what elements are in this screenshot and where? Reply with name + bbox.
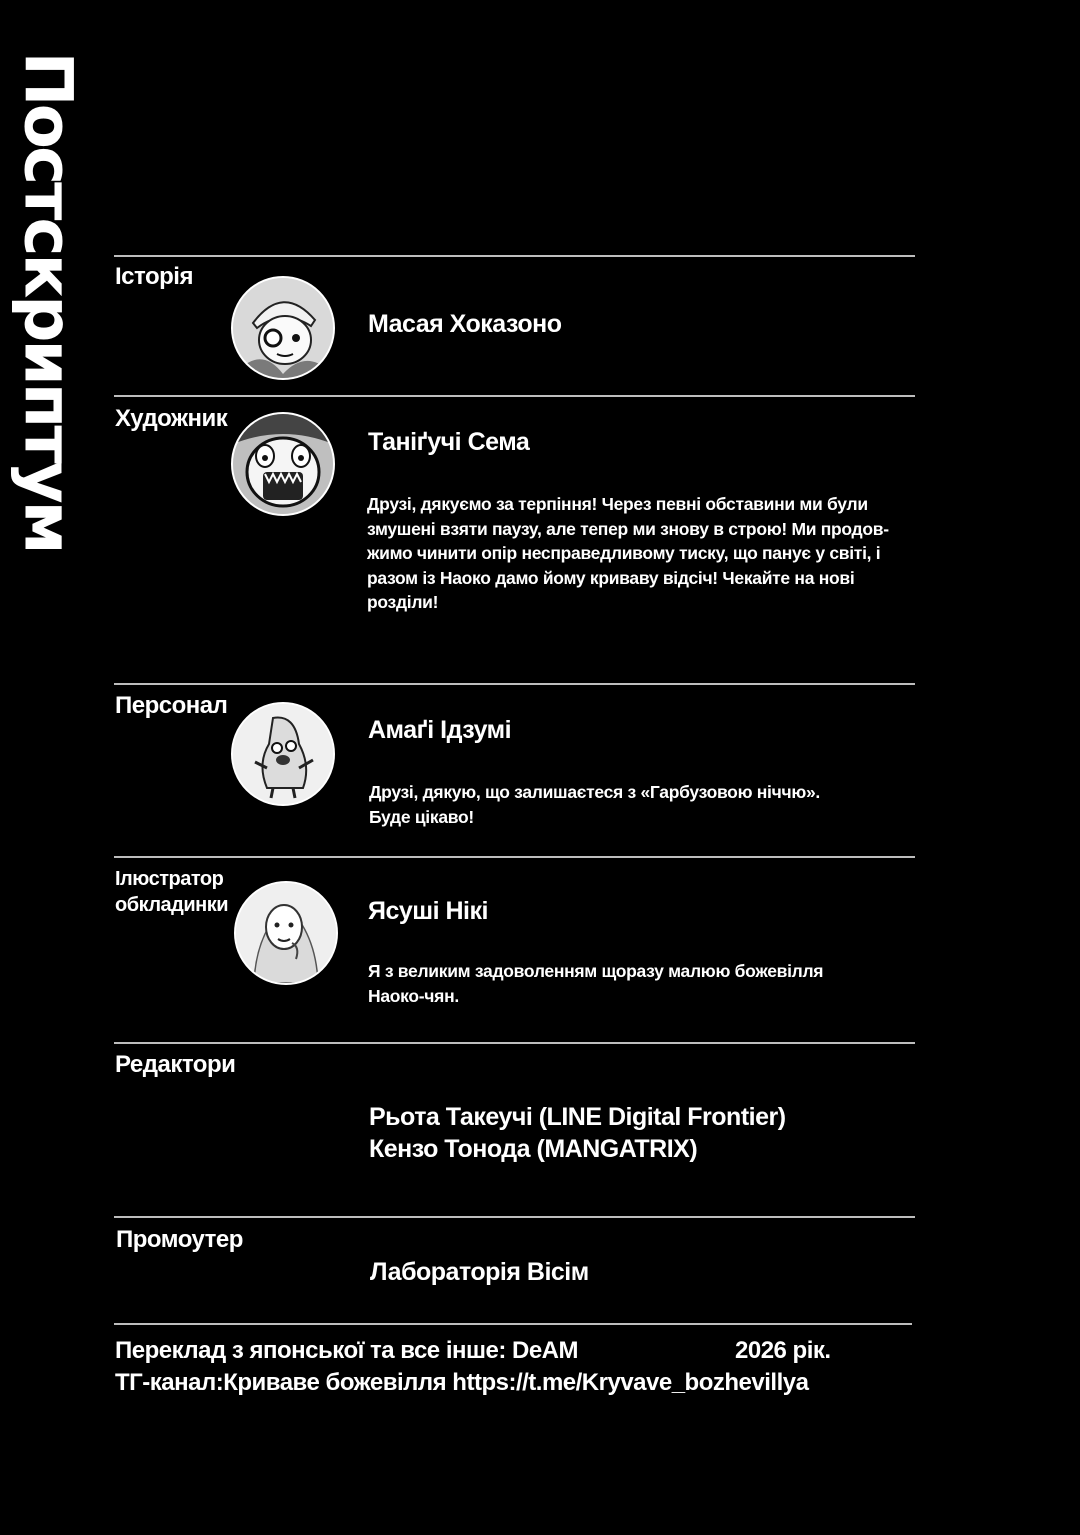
divider [114, 395, 915, 397]
divider [114, 1323, 912, 1325]
translation-credit: Переклад з японської та все інше: DeAM [115, 1337, 579, 1364]
screaming-character-avatar [231, 412, 335, 516]
role-label-artist: Художник [115, 405, 228, 432]
role-label-story: Історія [115, 263, 193, 290]
role-label-staff: Персонал [115, 692, 228, 719]
telegram-channel-link[interactable]: ТГ-канал:Криваве божевілля https://t.me/Kryvave_bozhevillya [115, 1369, 809, 1396]
page-title: Постскриптум [9, 50, 87, 552]
divider [114, 856, 915, 858]
editor-name: Рьота Такеучі (LINE Digital Frontier) [369, 1103, 786, 1131]
girl-portrait-avatar [234, 881, 338, 985]
artist-message: Друзі, дякуємо за терпіння! Через певні обставини ми були змушені взяти паузу, але тепер ми знову в строю! Ми продов- жимо чинити опір несправедливому тиску, що панує у світі, і разом із Наоко дамо йому криваву відсіч! Чекайте на нові розділи! [367, 494, 889, 612]
divider [114, 1042, 915, 1044]
year-label: 2026 рік. [735, 1337, 831, 1364]
role-label-editors: Редактори [115, 1051, 236, 1078]
author-name-story: Масая Хоказоно [368, 310, 562, 338]
author-name-artist: Таніґучі Сема [368, 428, 530, 456]
author-name-cover-illustrator: Ясуші Нікі [368, 897, 488, 925]
divider [114, 683, 915, 685]
editor-name: Кензо Тонода (MANGATRIX) [369, 1135, 698, 1163]
divider [114, 255, 915, 257]
page-title-vertical [6, 50, 90, 552]
staff-message: Друзі, дякую, що залишаєтеся з «Гарбузовою ніччю». Буде цікаво! [369, 782, 820, 827]
cover-illustrator-message: Я з великим задоволенням щоразу малюю божевілля Наоко-чян. [368, 961, 824, 1006]
cartoon-creature-avatar [231, 702, 335, 806]
role-label-promoter: Промоутер [116, 1226, 243, 1253]
divider [114, 1216, 915, 1218]
role-label-cover-illustrator: Ілюстратор обкладинки [115, 868, 229, 916]
character-with-cap-avatar [231, 276, 335, 380]
author-name-staff: Амаґі Ідзумі [368, 716, 512, 744]
promoter-name: Лабораторія Вісім [370, 1258, 589, 1286]
